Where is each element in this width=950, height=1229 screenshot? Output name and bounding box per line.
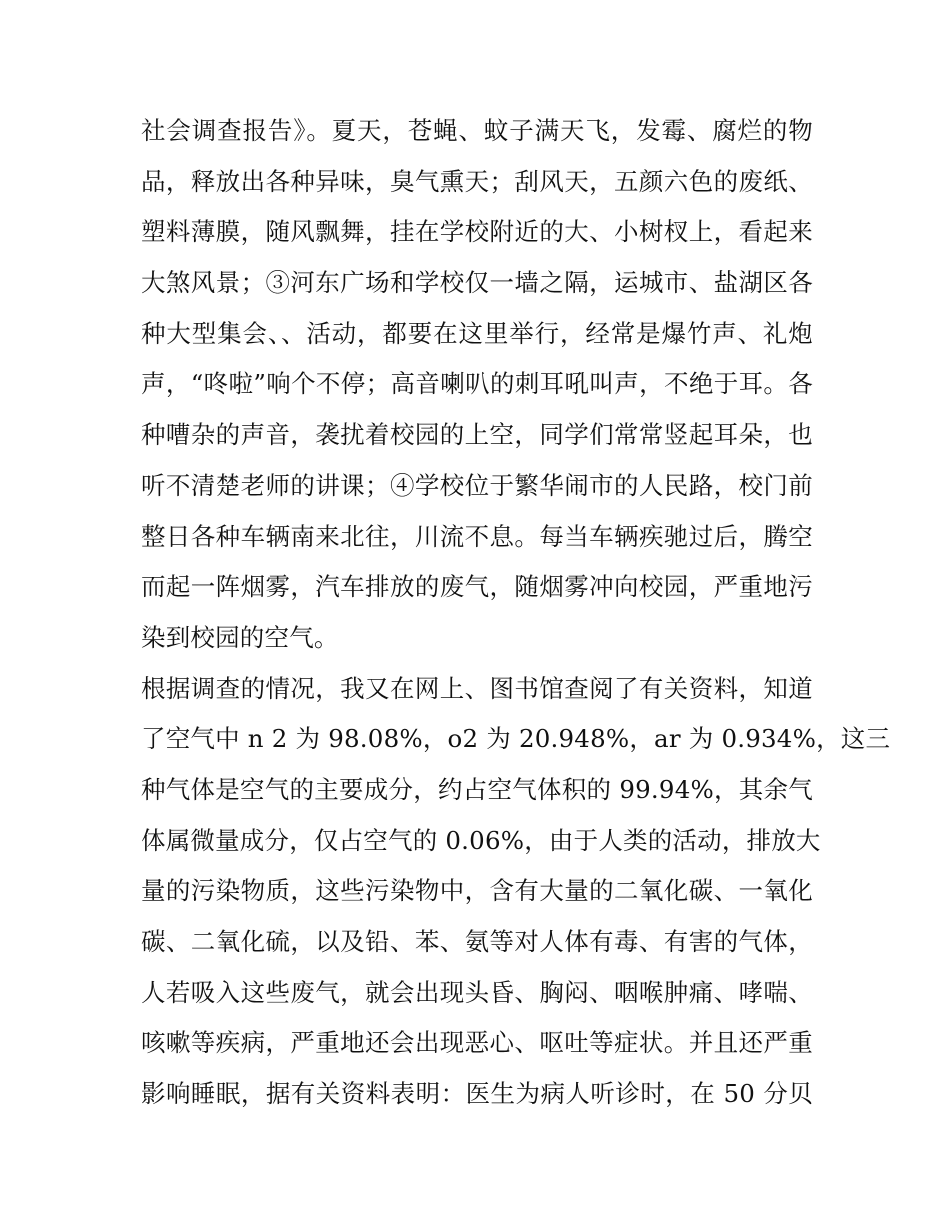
text-line: 大煞风景；③河东广场和学校仅一墙之隔，运城市、盐湖区各: [141, 268, 813, 298]
text-line: 了空气中 n 2 为 98.08%，o2 为 20.948%，ar 为 0.934%，这三: [141, 724, 891, 754]
text-line: 整日各种车辆南来北往，川流不息。每当车辆疾驰过后，腾空: [141, 521, 813, 551]
text-line: 染到校园的空气。: [141, 622, 339, 652]
text-line: 塑料薄膜，随风飘舞，挂在学校附近的大、小树杈上，看起来: [141, 217, 813, 247]
text-line: 根据调查的情况，我又在网上、图书馆查阅了有关资料，知道: [141, 673, 813, 703]
text-line: 体属微量成分，仅占空气的 0.06%，由于人类的活动，排放大: [141, 825, 821, 855]
text-line: 影响睡眠，据有关资料表明：医生为病人听诊时，在 50 分贝: [141, 1079, 813, 1109]
text-line: 种气体是空气的主要成分，约占空气体积的 99.94%，其余气: [141, 774, 813, 804]
text-line: 碳、二氧化硫，以及铅、苯、氨等对人体有毒、有害的气体，: [141, 927, 813, 956]
text-line: 人若吸入这些废气，就会出现头昏、胸闷、咽喉肿痛、哮喘、: [141, 977, 813, 1007]
text-line: 种大型集会、、活动，都要在这里举行，经常是爆竹声、礼炮: [141, 318, 813, 348]
text-line: 听不清楚老师的讲课；④学校位于繁华闹市的人民路，校门前: [141, 470, 813, 500]
text-line: 咳嗽等疾病，严重地还会出现恶心、呕吐等症状。并且还严重: [141, 1028, 813, 1058]
text-line: 品，释放出各种异味，臭气熏天；刮风天，五颜六色的废纸、: [141, 166, 813, 196]
text-line: 种嘈杂的声音，袭扰着校园的上空，同学们常常竖起耳朵，也: [141, 420, 813, 450]
body-text: [141, 106, 891, 1120]
text-line: 社会调查报告》。夏天，苍蝇、蚊子满天飞，发霉、腐烂的物: [141, 116, 813, 145]
text-line: 声，“咚啦”响个不停；高音喇叭的刺耳吼叫声，不绝于耳。各: [141, 369, 813, 399]
text-line: 而起一阵烟雾，汽车排放的废气，随烟雾冲向校园，严重地污: [141, 572, 813, 602]
text-line: 量的污染物质，这些污染物中，含有大量的二氧化碳、一氧化: [141, 876, 813, 906]
